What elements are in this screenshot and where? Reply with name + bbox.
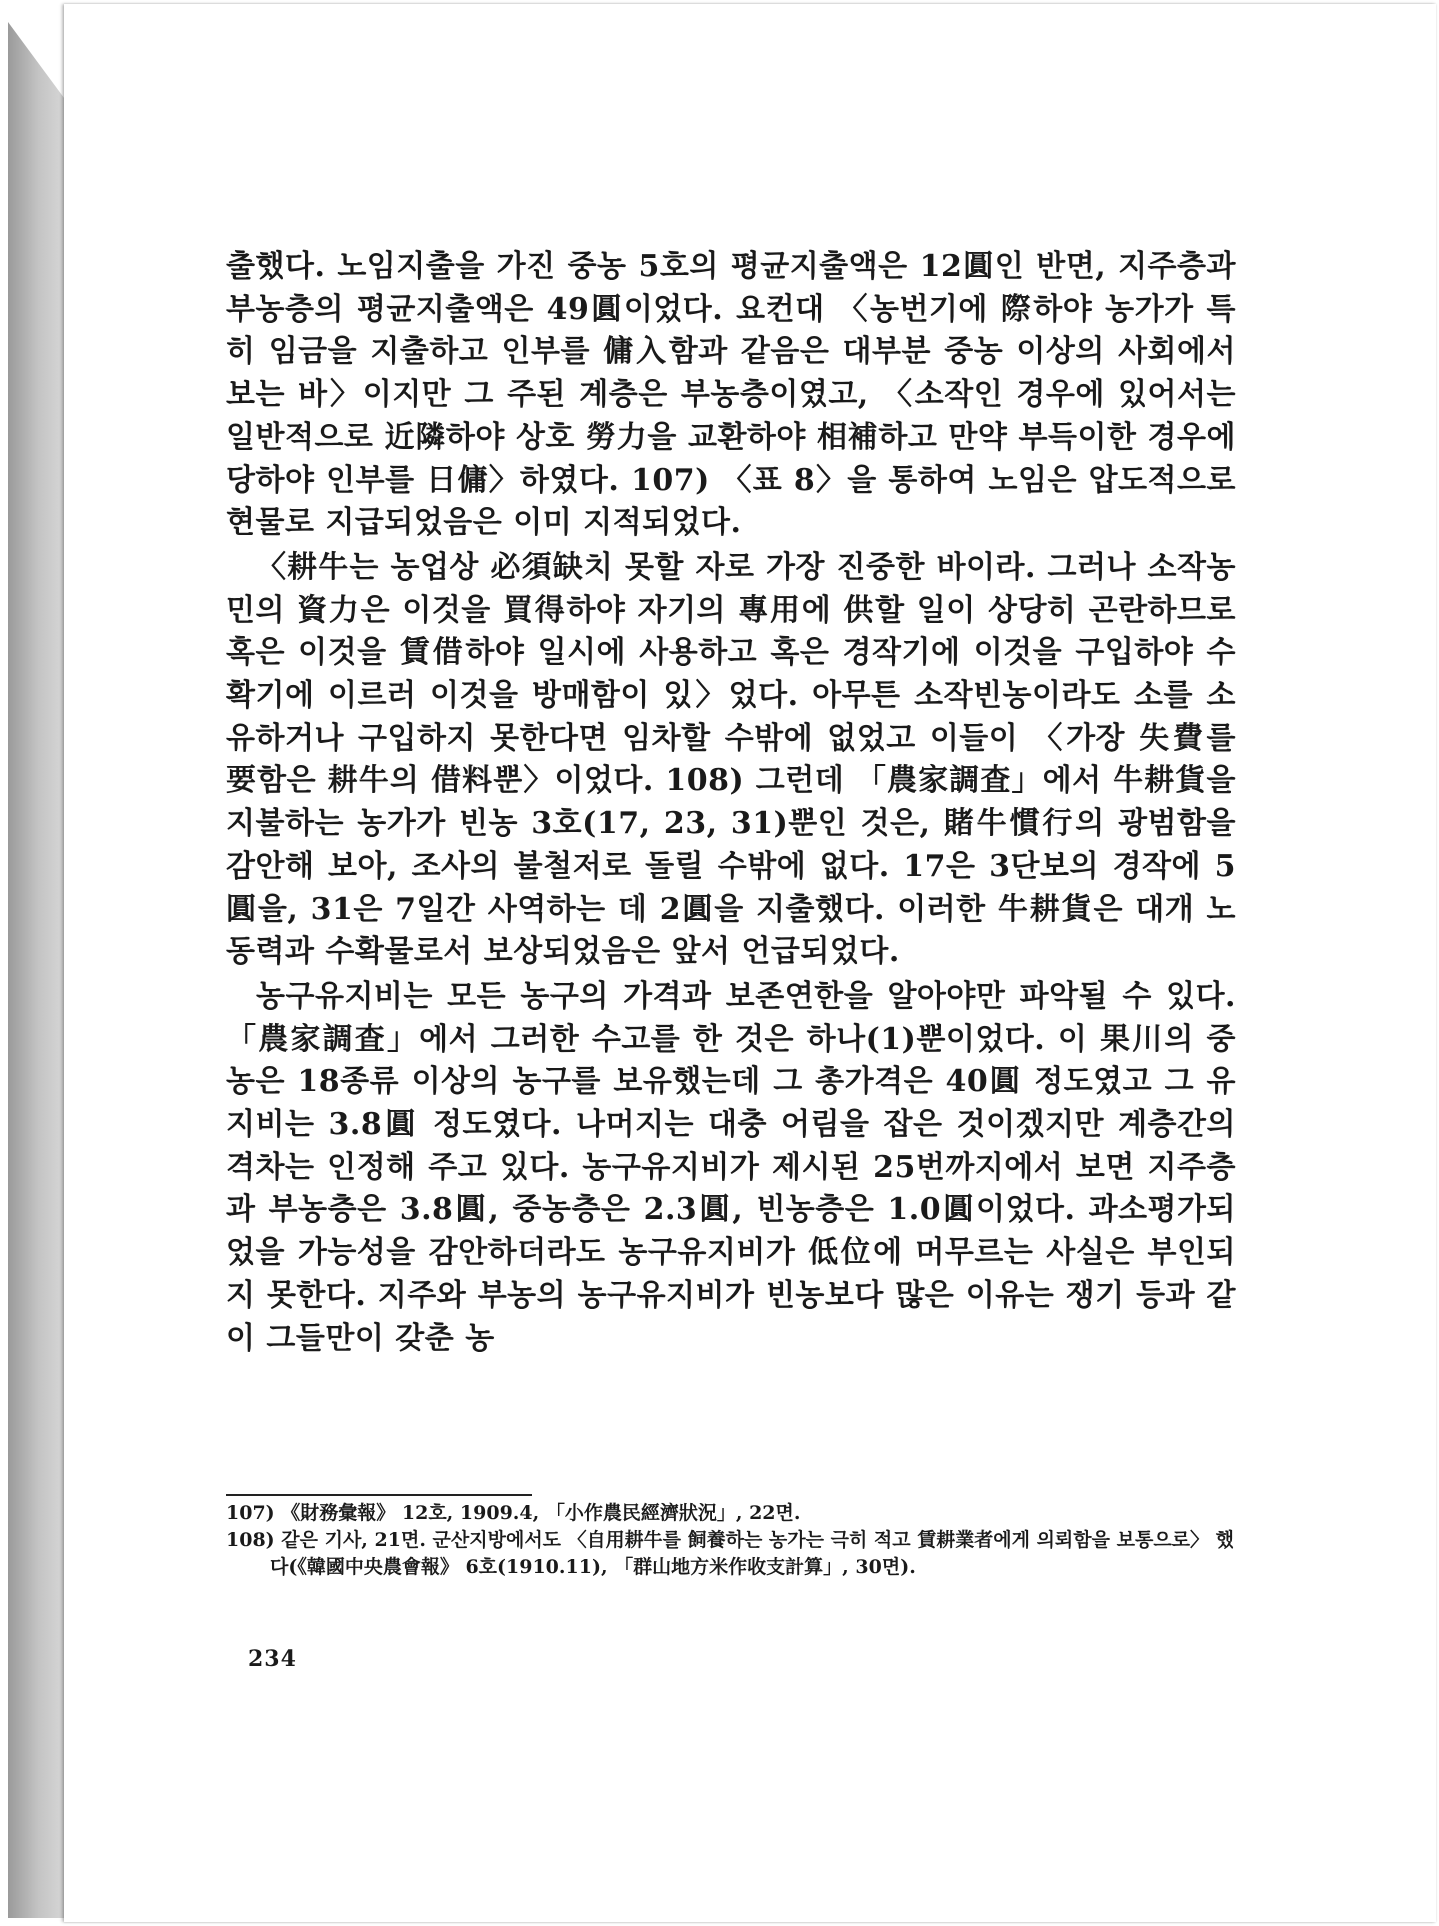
page-number: 234 [248, 1646, 297, 1672]
footnote-divider [226, 1494, 532, 1496]
footnotes [226, 1500, 1236, 1581]
paragraph-1: 출했다. 노임지출을 가진 중농 5호의 평균지출액은 12圓인 반면, 지주층과 부농층의 평균지출액은 49圓이었다. 요컨대 〈농번기에 際하야 농가가 특히 임금을 지출하고 인부를 傭入함과 같음은 대부분 중농 이상의 사회에서 보는 바〉이지만 그 주된 계층은 부농층이였고, 〈소작인 경우에 있어서는 일반적으로 近隣하야 상호 勞力을 교환하야 相補하고 만약 부득이한 경우에 당하야 인부를 日傭〉하였다. 107) 〈표 8〉을 통하여 노임은 압도적으로 현물로 지급되었음은 이미 지적되었다. [226, 249, 1236, 541]
paragraph-3: 농구유지비는 모든 농구의 가격과 보존연한을 알아야만 파악될 수 있다. 「農家調査」에서 그러한 수고를 한 것은 하나(1)뿐이었다. 이 果川의 중농은 18종류 이상의 농구를 보유했는데 그 총가격은 40圓 정도였고 그 유지비는 3.8圓 정도였다. 나머지는 대충 어림을 잡은 것이겠지만 계층간의 격차는 인정해 주고 있다. 농구유지비가 제시된 25번까지에서 보면 지주층과 부농층은 3.8圓, 중농층은 2.3圓, 빈농층은 1.0圓이었다. 과소평가되었을 가능성을 감안하더라도 농구유지비가 低位에 머무르는 사실은 부인되지 못한다. 지주와 부농의 농구유지비가 빈농보다 많은 이유는 쟁기 등과 같이 그들만이 갖춘 농 [226, 978, 1236, 1356]
book-spine [8, 22, 64, 1918]
footnote-107: 107) 《財務彙報》 12호, 1909.4, 「小作農民經濟狀況」, 22면. [226, 1502, 801, 1524]
body-text [226, 246, 1236, 1360]
footnote-108: 108) 같은 기사, 21면. 군산지방에서도 〈自用耕牛를 飼養하는 농가는 극히 적고 賃耕業者에게 의뢰함을 보통으로〉 했다(《韓國中央農會報》 6호(1910.11), 「群山地方米作收支計算」, 30면). [226, 1529, 1234, 1578]
paragraph-2: 〈耕牛는 농업상 必須缺치 못할 자로 가장 진중한 바이라. 그러나 소작농민의 資力은 이것을 買得하야 자기의 專用에 供할 일이 상당히 곤란하므로 혹은 이것을 賃借하야 일시에 사용하고 혹은 경작기에 이것을 구입하야 수확기에 이르러 이것을 방매함이 있〉었다. 아무튼 소작빈농이라도 소를 소유하거나 구입하지 못한다면 임차할 수밖에 없었고 이들이 〈가장 失費를 要함은 耕牛의 借料뿐〉이었다. 108) 그런데 「農家調査」에서 牛耕貨을 지불하는 농가가 빈농 3호(17, 23, 31)뿐인 것은, 賭牛慣行의 광범함을 감안해 보아, 조사의 불철저로 돌릴 수밖에 없다. 17은 3단보의 경작에 5圓을, 31은 7일간 사역하는 데 2圓을 지출했다. 이러한 牛耕貨은 대개 노동력과 수확물로서 보상되었음은 앞서 언급되었다. [226, 549, 1236, 970]
